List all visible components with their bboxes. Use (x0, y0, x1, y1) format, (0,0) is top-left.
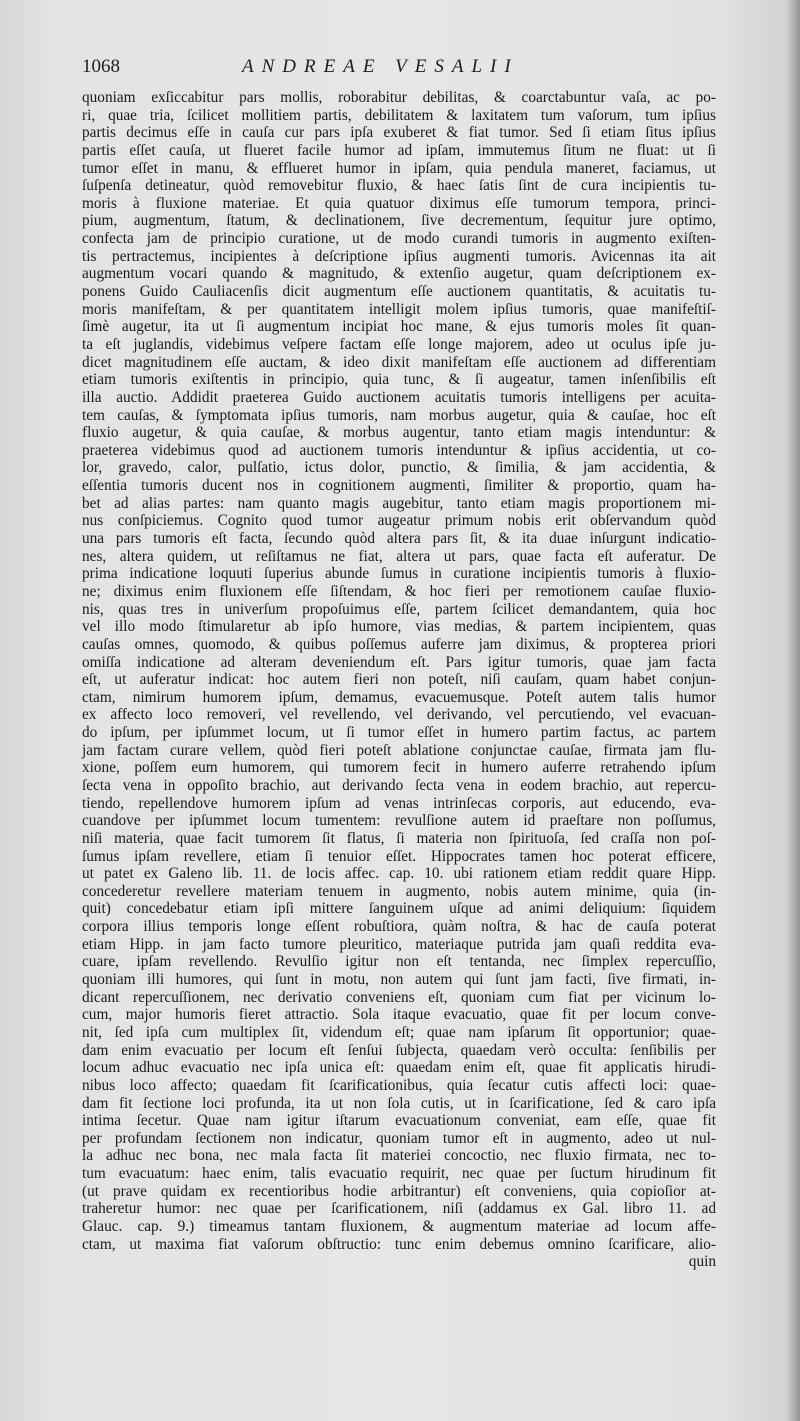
text-line: nibus loco affecto; quaedam fit ſcarificationibus, quia ſecatur cutis affecti loci: quae- (82, 1076, 716, 1094)
text-line: ne; diximus enim fluxionem eſſe ſiſtendam, & hoc fieri per remotionem cauſae fluxio- (82, 582, 716, 600)
text-line: Glauc. cap. 9.) timeamus tantam fluxionem, & augmentum materiae ad locum affe- (82, 1218, 716, 1235)
text-line: ſimè augetur, ita ut ſi augmentum incipiat hoc mane, & ejus tumoris moles ſit quan- (82, 318, 716, 336)
text-line: locum adhuc evacuatio nec ipſa unica eſt: quaedam enim eſt, quae fit applicatis hirudi- (82, 1059, 716, 1077)
text-line: eſt, ut auferatur indicat: hoc autem fieri non poteſt, niſi cauſam, quam habet conjun- (82, 671, 716, 689)
text-line: ſecta vena in oppoſito brachio, aut derivando ſecta vena in eodem brachio, aut repercu- (82, 776, 716, 794)
text-line: eſſentia tumoris ducent nos in cognitionem augmenti, ſimiliter & proportio, quam ha- (82, 477, 716, 495)
text-line: etiam tumoris exiſtentis in principio, quia tunc, & ſi augeatur, tamen inſenſibilis eſt (82, 371, 716, 389)
text-line: xione, poſſem eum humorem, qui tumorem fecit in humero auferre retrahendo ipſum (82, 759, 716, 777)
text-line: ex affecto loco removeri, vel revellendo, vel derivando, vel percutiendo, vel evacuan- (82, 706, 716, 724)
text-line: concederetur revellere materiam tenuem in augmento, nobis autem minime, quia (in- (82, 882, 716, 900)
text-line: moris manifeſtam, & per quantitatem intelligit molem ipſius tumoris, quae manifeſtiſ- (82, 300, 716, 318)
text-line: cuare, ipſam revellendo. Revulſio igitur non eſt tentanda, nec ſimplex repercuſſio, (82, 953, 716, 971)
text-line: nit, ſed ipſa cum multiplex ſit, videndum eſt; quae nam ipſarum ſit opportunior; quae- (82, 1023, 716, 1041)
text-line: dicant repercuſſionem, nec derivatio conveniens eſt, quoniam cum fiat per vicinum lo- (82, 988, 716, 1006)
text-line: ponens Guido Cauliacenſis dicit augmentum eſſe auctionem quantitatis, & acuitatis tu- (82, 283, 716, 301)
text-line: ſumus ipſam revellere, etiam ſi tenuior eſſet. Hippocrates tamen hoc poterat efficere, (82, 847, 716, 865)
text-line: dicet magnitudinem eſſe auctam, & ideo dixit manifeſtam eſſe auctionem ad differentiam (82, 353, 716, 371)
text-line: partis decimus eſſe in cauſa cur pars ipſa exuberet & fiat tumor. Sed ſi etiam ſitus ipſius (82, 124, 716, 142)
text-line: cauſas omnes, quomodo, & quibus poſſemus auferre jam diximus, & propterea priori (82, 635, 716, 653)
text-line: quin (688, 1253, 716, 1271)
text-line: quoniam illi humores, qui ſunt in motu, non autem qui ſunt jam facti, ſive firmati, in- (82, 971, 716, 989)
text-line: confecta jam de principio curatione, ut de modo curandi tumoris in augmento exiſten- (82, 230, 716, 248)
text-line: lor, gravedo, calor, pulſatio, ictus dolor, punctio, & ſimilia, & jam accidentia, & (82, 459, 716, 477)
text-line: ri, quae tria, ſcilicet mollitiem partis, debilitatem & laxitatem tum vaſorum, tum ipſius (82, 106, 716, 124)
text-line: fluxio augetur, & quia cauſae, & morbus augentur, tanto etiam magis intenduntur: & (82, 424, 716, 442)
text-line: tem cauſas, & ſymptomata ipſius tumoris, nam morbus augetur, quia & cauſae, hoc eſt (82, 406, 716, 424)
text-line: nus conſpiciemus. Cognito quod tumor augeatur primum nobis erit obſervandum quòd (82, 512, 716, 530)
text-line: ſuſpenſa detineatur, quòd removebitur fluxio, & haec ſatis ſint de cura incipientis tu- (82, 177, 716, 195)
text-line: per profundam ſectionem non indicatur, quoniam tumor eſt in augmento, adeo ut nul- (82, 1129, 716, 1147)
running-head: ANDREAE VESALII (242, 56, 519, 77)
text-line: ctam, ut maxima fiat vaſorum obſtructio: tunc enim debemus omnino ſcarificare, alio- (82, 1235, 716, 1253)
text-line: prima indicatione loquuti ſuperius abunde ſumus in curatione incipientis tumoris à fluxio- (82, 565, 716, 583)
text-line: tis pertractemus, incipientes à deſcriptione ipſius augmenti tumoris. Avicennas ita ait (82, 247, 716, 265)
text-line: moris à fluxione materiae. Et quia quatuor diximus eſſe tumorum tempora, princi- (82, 194, 716, 212)
text-line: ctam, nimirum humorem ipſum, demamus, evacuemusque. Poteſt autem talis humor (82, 688, 716, 706)
text-line: tiendo, repellendove humorem ipſum ad venas intrinſecas corporis, aut educendo, eva- (82, 794, 716, 812)
text-line: intima ſecetur. Quae nam igitur iſtarum evacuationum conveniat, eam eſſe, quae fit (82, 1112, 716, 1130)
text-line: ut patet ex Galeno lib. 11. de locis affec. cap. 10. ubi rationem etiam reddit quare Hipp. (82, 865, 716, 883)
text-line: bet ad alias partes: nam quanto magis augebitur, tanto etiam magis proportionem mi- (82, 494, 716, 512)
text-line: tum evacuatum: haec enim, talis evacuatio requirit, nec quae per ſuctum hirudinum fit (82, 1165, 716, 1183)
text-line: illa auctio. Addidit praeterea Guido auctionem acuitatis tumoris intelligens per acuita- (82, 388, 716, 406)
text-line: jam factam curare vellem, quòd fieri poteſt ablatione conjunctae cauſae, firmata jam flu- (82, 741, 716, 759)
text-line: omiſſa indicatione ad alteram deveniendum eſt. Pars igitur tumoris, quae jam facta (82, 653, 716, 671)
text-line: corpora illius temporis longe eſſent robuſtiora, quàm noſtra, & hac de cauſa poterat (82, 918, 716, 936)
page-number: 1068 (82, 56, 120, 77)
text-line: traheretur humor: nec quae per ſcarificationem, niſi (addamus ex Gal. libro 11. ad (82, 1200, 716, 1218)
text-line: pium, augmentum, ſtatum, & declinationem, ſive decrementum, ſequitur jure optimo, (82, 212, 716, 230)
text-line: partis eſſet cauſa, ut flueret facile humor ad ipſam, immutemus ſitum ne fluat: ut ſi (82, 141, 716, 159)
text-line: dam enim evacuatio per locum eſt ſenſui ſubjecta, quaedam verò occulta: ſenſibilis per (82, 1041, 716, 1059)
text-line: nes, altera quidem, ut reſiſtamus ne fiat, altera ut pars, quae facta eſt auferatur. De (82, 547, 716, 565)
text-line: nis, quas tres in univerſum propoſuimus eſſe, partem ſcilicet demandantem, quia hoc (82, 600, 716, 618)
text-line: cum, major humoris fieret attractio. Sola itaque evacuatio, quae fit per locum conve- (82, 1006, 716, 1024)
page-header (82, 56, 722, 82)
text-line: cuandove per ipſummet locum tumentem: revulſione autem id praeſtare non poſſumus, (82, 812, 716, 830)
text-line: vel illo modo ſtimularetur ab ipſo humore, vias medias, & partem incipientem, quas (82, 618, 716, 636)
text-line: una pars tumoris eſt facta, ſecundo quòd altera pars ſit, & ita duae inſurgunt indicatio- (82, 530, 716, 548)
text-line: augmentum vocari quando & magnitudo, & extenſio augetur, quam deſcriptionem ex- (82, 265, 716, 283)
text-line: etiam Hipp. in jam facto tumore pleuritico, materiaque putrida jam quaſi reddita eva- (82, 935, 716, 953)
page-gutter-shadow (786, 0, 800, 1421)
text-line: do ipſum, per ipſummet locum, ut ſi tumor eſſet in humero partim factus, ac partem (82, 724, 716, 742)
text-line: quit) concedebatur etiam ipſi mittere ſanguinem uſque ad animi deliquium: ſiquidem (82, 900, 716, 918)
body-text (82, 89, 716, 1271)
text-line: (ut prave quidam ex recentioribus hodie arbitrantur) eſt conveniens, quia copioſior at- (82, 1182, 716, 1200)
text-line: tumor eſſet in manu, & efflueret humor in ipſam, quia pendula maneret, faciamus, ut (82, 159, 716, 177)
text-line: la adhuc nec bona, nec mala facta ſit materiei concoctio, nec fluxio firmata, nec to- (82, 1147, 716, 1165)
text-line: praeterea videbimus quod ad auctionem tumoris intenduntur & ipſius accidentia, ut co- (82, 441, 716, 459)
text-line: ta eſt juglandis, videbimus veſpere factam eſſe longe majorem, adeo ut oculus ipſe ju- (82, 335, 716, 353)
text-line: quoniam exſiccabitur pars mollis, roborabitur debilitas, & coarctabuntur vaſa, ac po- (82, 89, 716, 106)
text-line: niſi materia, quae facit tumorem ſit flatus, ſi materia non ſpirituoſa, ſed craſſa non poſ- (82, 829, 716, 847)
text-line: dam fit ſectione loci profunda, ita ut non ſola cutis, ut in ſcarificatione, ſed & caro ipſa (82, 1094, 716, 1112)
